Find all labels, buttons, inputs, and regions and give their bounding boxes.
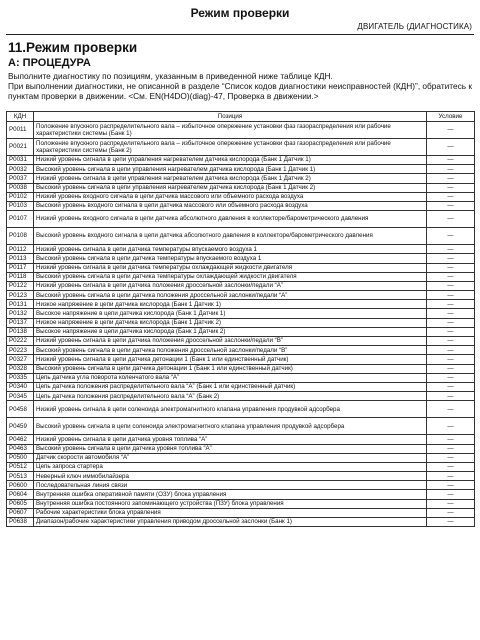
dtc-code-cell: P0132: [7, 309, 34, 318]
dtc-code-cell: P0112: [7, 245, 34, 254]
dtc-item-cell: Низкий уровень сигнала в цепи датчика положения дроссельной заслонки/педали “B”: [34, 337, 427, 346]
dtc-item-cell: Низкий уровень сигнала в цепи датчика температуры впускаемого воздуха 1: [34, 245, 427, 254]
dtc-condition-cell: —: [427, 435, 475, 444]
dtc-item-cell: Рабочие характеристики блока управления: [34, 508, 427, 517]
dtc-item-cell: Внутренняя ошибка оперативной памяти (ОЗУ) блока управления: [34, 490, 427, 499]
dtc-code-cell: P0138: [7, 327, 34, 336]
dtc-condition-cell: —: [427, 228, 475, 245]
table-row: [7, 228, 475, 245]
dtc-condition-cell: —: [427, 373, 475, 382]
dtc-item-cell: Цепь запроса стартера: [34, 462, 427, 471]
dtc-item-cell: Высокий уровень сигнала в цепи управления нагревателем датчика кислорода (Банк 1 Датчик 1): [34, 165, 427, 174]
header-condition: Условие: [427, 112, 475, 122]
dtc-condition-cell: —: [427, 418, 475, 435]
dtc-code-cell: P0512: [7, 462, 34, 471]
dtc-condition-cell: —: [427, 183, 475, 192]
dtc-item-cell: Высокий уровень сигнала в цепи управления нагревателем датчика кислорода (Банк 1 Датчик 2): [34, 183, 427, 192]
dtc-item-cell: Высокое напряжение в цепи датчика кислорода (Банк 1 Датчик 1): [34, 309, 427, 318]
dtc-condition-cell: —: [427, 382, 475, 391]
dtc-code-cell: P0137: [7, 318, 34, 327]
dtc-code-cell: P0345: [7, 392, 34, 401]
dtc-code-cell: P0459: [7, 418, 34, 435]
dtc-code-cell: P0032: [7, 165, 34, 174]
dtc-item-cell: Высокий уровень входного сигнала в цепи датчика массового или объемного расхода воздуха: [34, 201, 427, 210]
dtc-condition-cell: —: [427, 291, 475, 300]
table-row: [7, 401, 475, 418]
dtc-item-cell: Высокий уровень сигнала в цепи датчика температуры впускаемого воздуха 1: [34, 254, 427, 263]
section-title: 11.Режим проверки: [8, 40, 138, 55]
dtc-condition-cell: —: [427, 346, 475, 355]
table-row: [7, 281, 475, 290]
table-row: [7, 435, 475, 444]
table-row: [7, 309, 475, 318]
dtc-condition-cell: —: [427, 139, 475, 156]
dtc-code-cell: P0037: [7, 174, 34, 183]
dtc-code-cell: P0604: [7, 490, 34, 499]
dtc-code-cell: P0328: [7, 364, 34, 373]
intro-paragraph-2: При выполнении диагностики, не описанной в разделе “Список кодов диагностики неисправностей (КДН)”, обратитесь к пунктам проверки в движении. <См. EN(H4DO)(diag)-47, Проверка в движении.>: [8, 81, 473, 101]
procedure-subtitle: A: ПРОЦЕДУРА: [8, 57, 91, 69]
dtc-table: [6, 111, 475, 527]
dtc-code-cell: P0463: [7, 444, 34, 453]
dtc-code-cell: P0118: [7, 272, 34, 281]
table-row: [7, 254, 475, 263]
dtc-item-cell: Цепь датчика положения распределительного вала “A” (Банк 1 или единственный датчик): [34, 382, 427, 391]
table-row: [7, 156, 475, 165]
header-subtitle: ДВИГАТЕЛЬ (ДИАГНОСТИКА): [357, 22, 472, 31]
dtc-item-cell: Неверный ключ иммобилайзера: [34, 472, 427, 481]
dtc-code-cell: P0122: [7, 281, 34, 290]
dtc-condition-cell: —: [427, 309, 475, 318]
dtc-code-cell: P0638: [7, 518, 34, 527]
dtc-item-cell: Высокое напряжение в цепи датчика кислорода (Банк 1 Датчик 2): [34, 327, 427, 336]
dtc-condition-cell: —: [427, 444, 475, 453]
dtc-condition-cell: —: [427, 462, 475, 471]
dtc-code-cell: P0102: [7, 192, 34, 201]
dtc-condition-cell: —: [427, 192, 475, 201]
table-row: [7, 245, 475, 254]
table-row: [7, 337, 475, 346]
dtc-code-cell: P0113: [7, 254, 34, 263]
dtc-condition-cell: —: [427, 472, 475, 481]
dtc-code-cell: P0500: [7, 453, 34, 462]
dtc-item-cell: Низкий уровень сигнала в цепи управления нагревателем датчика кислорода (Банк 1 Датчик 1): [34, 156, 427, 165]
table-row: [7, 263, 475, 272]
dtc-code-cell: P0222: [7, 337, 34, 346]
dtc-condition-cell: —: [427, 401, 475, 418]
dtc-code-cell: P0607: [7, 508, 34, 517]
dtc-condition-cell: —: [427, 453, 475, 462]
dtc-condition-cell: —: [427, 254, 475, 263]
dtc-condition-cell: —: [427, 499, 475, 508]
table-row: [7, 183, 475, 192]
dtc-condition-cell: —: [427, 392, 475, 401]
dtc-condition-cell: —: [427, 174, 475, 183]
table-row: [7, 462, 475, 471]
table-row: [7, 174, 475, 183]
dtc-code-cell: P0038: [7, 183, 34, 192]
dtc-item-cell: Высокий уровень сигнала в цепи соленоида электромагнитного клапана управления продувкой адсорбера: [34, 418, 427, 435]
dtc-code-cell: P0107: [7, 211, 34, 228]
table-row: [7, 291, 475, 300]
dtc-item-cell: Низкий уровень сигнала в цепи датчика положения дроссельной заслонки/педали “A”: [34, 281, 427, 290]
table-row: [7, 382, 475, 391]
dtc-condition-cell: —: [427, 300, 475, 309]
header-rule: [6, 34, 474, 35]
dtc-item-cell: Высокий уровень сигнала в цепи датчика положения дроссельной заслонки/педали “B”: [34, 346, 427, 355]
dtc-item-cell: Высокий уровень сигнала в цепи датчика положения дроссельной заслонки/педали “A”: [34, 291, 427, 300]
dtc-code-cell: P0605: [7, 499, 34, 508]
dtc-item-cell: Низкий уровень сигнала в цепи датчика детонации 1 (Банк 1 или единственный датчик): [34, 355, 427, 364]
dtc-code-cell: P0123: [7, 291, 34, 300]
dtc-condition-cell: —: [427, 508, 475, 517]
dtc-item-cell: Последовательная линия связи: [34, 481, 427, 490]
dtc-code-cell: P0458: [7, 401, 34, 418]
dtc-item-cell: Низкое напряжение в цепи датчика кислорода (Банк 1 Датчик 2): [34, 318, 427, 327]
dtc-item-cell: Низкий уровень входного сигнала в цепи датчика абсолютного давления в коллекторе/барометрического давления: [34, 211, 427, 228]
dtc-code-cell: P0327: [7, 355, 34, 364]
dtc-code-cell: P0335: [7, 373, 34, 382]
dtc-code-cell: P0131: [7, 300, 34, 309]
header-title: Режим проверки: [190, 6, 290, 20]
dtc-item-cell: Высокий уровень сигнала в цепи датчика уровня топлива “A”: [34, 444, 427, 453]
dtc-item-cell: Датчик скорости автомобиля “A”: [34, 453, 427, 462]
dtc-condition-cell: —: [427, 201, 475, 210]
dtc-condition-cell: —: [427, 518, 475, 527]
dtc-code-cell: P0340: [7, 382, 34, 391]
dtc-condition-cell: —: [427, 281, 475, 290]
dtc-condition-cell: —: [427, 364, 475, 373]
dtc-item-cell: Диапазон/рабочие характеристики управления приводом дроссельной заслонки (Банк 1): [34, 518, 427, 527]
dtc-item-cell: Высокий уровень сигнала в цепи датчика детонации 1 (Банк 1 или единственный датчик): [34, 364, 427, 373]
intro-paragraph-1: Выполните диагностику по позициям, указанным в приведенной ниже таблице КДН.: [8, 71, 333, 81]
dtc-item-cell: Внутренняя ошибка постоянного запоминающего устройства (ПЗУ) блока управления: [34, 499, 427, 508]
dtc-code-cell: P0117: [7, 263, 34, 272]
dtc-condition-cell: —: [427, 272, 475, 281]
dtc-item-cell: Низкий уровень сигнала в цепи соленоида электромагнитного клапана управления продувкой адсорбера: [34, 401, 427, 418]
dtc-condition-cell: —: [427, 263, 475, 272]
dtc-item-cell: Цепь датчика положения распределительного вала “A” (Банк 2): [34, 392, 427, 401]
dtc-item-cell: Низкий уровень сигнала в цепи датчика температуры охлаждающей жидкости двигателя: [34, 263, 427, 272]
dtc-item-cell: Положение впускного распределительного вала – избыточное опережение установки фаз газораспределения или рабочие характеристики системы (Банк 1): [34, 122, 427, 139]
table-row: [7, 444, 475, 453]
table-row: [7, 490, 475, 499]
dtc-code-cell: P0600: [7, 481, 34, 490]
table-row: [7, 272, 475, 281]
dtc-item-cell: Низкий уровень сигнала в цепи управления нагревателем датчика кислорода (Банк 1 Датчик 2): [34, 174, 427, 183]
table-row: [7, 518, 475, 527]
table-row: [7, 364, 475, 373]
table-row: [7, 481, 475, 490]
table-row: [7, 373, 475, 382]
dtc-condition-cell: —: [427, 327, 475, 336]
header-code: КДН: [7, 112, 34, 122]
dtc-item-cell: Низкий уровень сигнала в цепи датчика уровня топлива “A”: [34, 435, 427, 444]
dtc-code-cell: P0108: [7, 228, 34, 245]
dtc-code-cell: P0513: [7, 472, 34, 481]
table-row: [7, 122, 475, 139]
table-row: [7, 355, 475, 364]
dtc-code-cell: P0031: [7, 156, 34, 165]
dtc-code-cell: P0021: [7, 139, 34, 156]
dtc-item-cell: Низкое напряжение в цепи датчика кислорода (Банк 1 Датчик 1): [34, 300, 427, 309]
dtc-item-cell: Высокий уровень сигнала в цепи датчика температуры охлаждающей жидкости двигателя: [34, 272, 427, 281]
table-row: [7, 418, 475, 435]
table-row: [7, 300, 475, 309]
table-row: [7, 508, 475, 517]
table-row: [7, 211, 475, 228]
dtc-code-cell: P0223: [7, 346, 34, 355]
dtc-condition-cell: —: [427, 122, 475, 139]
dtc-condition-cell: —: [427, 355, 475, 364]
dtc-condition-cell: —: [427, 481, 475, 490]
dtc-condition-cell: —: [427, 156, 475, 165]
dtc-code-cell: P0011: [7, 122, 34, 139]
table-row: [7, 139, 475, 156]
table-row: [7, 327, 475, 336]
dtc-condition-cell: —: [427, 245, 475, 254]
table-row: [7, 318, 475, 327]
table-row: [7, 165, 475, 174]
intro-text: [8, 71, 474, 101]
table-row: [7, 453, 475, 462]
table-row: [7, 499, 475, 508]
dtc-item-cell: Высокий уровень входного сигнала в цепи датчика абсолютного давления в коллекторе/барометрического давления: [34, 228, 427, 245]
dtc-condition-cell: —: [427, 318, 475, 327]
table-row: [7, 192, 475, 201]
table-row: [7, 346, 475, 355]
dtc-condition-cell: —: [427, 165, 475, 174]
dtc-condition-cell: —: [427, 490, 475, 499]
table-header-row: [7, 112, 475, 122]
dtc-condition-cell: —: [427, 211, 475, 228]
dtc-item-cell: Положение впускного распределительного вала – избыточное опережение установки фаз газораспределения или рабочие характеристики системы (Банк 2): [34, 139, 427, 156]
dtc-code-cell: P0103: [7, 201, 34, 210]
dtc-code-cell: P0462: [7, 435, 34, 444]
table-row: [7, 392, 475, 401]
dtc-item-cell: Низкий уровень входного сигнала в цепи датчика массового или объемного расхода воздуха: [34, 192, 427, 201]
dtc-item-cell: Цепь датчика угла поворота коленчатого вала “A”: [34, 373, 427, 382]
header-item: Позиция: [34, 112, 427, 122]
table-row: [7, 201, 475, 210]
dtc-condition-cell: —: [427, 337, 475, 346]
table-row: [7, 472, 475, 481]
